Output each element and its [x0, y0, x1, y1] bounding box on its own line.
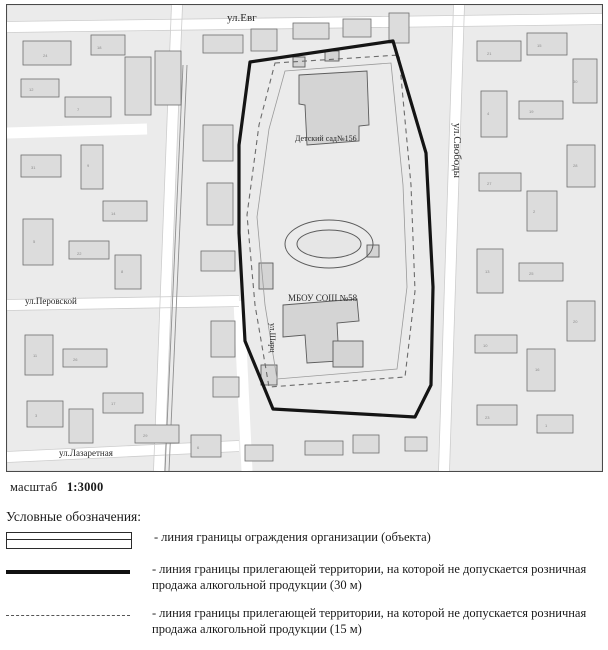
svg-text:5: 5: [33, 239, 36, 244]
map-canvas[interactable]: [6, 4, 603, 472]
solid-thick-line-swatch: [6, 564, 130, 579]
svg-text:21: 21: [487, 51, 492, 56]
svg-text:ул.Перовской: ул.Перовской: [25, 296, 77, 306]
svg-text:ул.Евг: ул.Евг: [227, 12, 257, 24]
legend-dash: -: [154, 530, 159, 544]
svg-text:28: 28: [573, 163, 578, 168]
legend-item-text: [130, 606, 602, 637]
scale-value: 1:3000: [66, 480, 104, 494]
svg-text:8: 8: [121, 269, 124, 274]
svg-text:ул.Свободы: ул.Свободы: [451, 123, 463, 178]
legend-dash: -: [152, 562, 157, 576]
svg-text:20: 20: [573, 319, 578, 324]
legend-item-label: линия границы прилегающей территории, на которой не допускается розничная продажа алкогольной продукции (30 м): [152, 562, 587, 592]
svg-text:16: 16: [535, 367, 540, 372]
fence-line-swatch: [6, 532, 132, 549]
dashed-line-swatch: [6, 608, 130, 623]
legend-item: [6, 606, 602, 637]
svg-text:ул.Шарц: ул.Шарц: [268, 323, 277, 353]
svg-text:23: 23: [485, 415, 490, 420]
svg-text:Детский сад№156: Детский сад№156: [295, 134, 357, 143]
legend-dash: -: [152, 606, 157, 620]
svg-text:29: 29: [143, 433, 148, 438]
svg-text:11: 11: [33, 353, 38, 358]
svg-text:14: 14: [111, 211, 116, 216]
svg-text:19: 19: [529, 109, 534, 114]
svg-text:9: 9: [87, 163, 90, 168]
svg-text:1: 1: [545, 423, 548, 428]
svg-text:10: 10: [483, 343, 488, 348]
legend-title: Условные обозначения:: [6, 509, 142, 524]
svg-text:18: 18: [97, 45, 102, 50]
legend: [6, 530, 602, 650]
svg-text:31: 31: [31, 165, 36, 170]
svg-text:15: 15: [537, 43, 542, 48]
legend-item-text: [132, 530, 431, 546]
svg-text:12: 12: [29, 87, 34, 92]
svg-text:4: 4: [487, 111, 490, 116]
svg-text:30: 30: [573, 79, 578, 84]
svg-text:2: 2: [533, 209, 536, 214]
svg-text:22: 22: [77, 251, 82, 256]
svg-text:ул.Лазаретная: ул.Лазаретная: [59, 448, 113, 458]
legend-item: [6, 562, 602, 593]
legend-item-label: линия границы ограждения организации (объекта): [161, 530, 431, 544]
svg-text:17: 17: [111, 401, 116, 406]
svg-text:МБОУ СОШ №58: МБОУ СОШ №58: [288, 293, 358, 303]
scale-label: масштаб: [10, 480, 58, 494]
svg-text:24: 24: [43, 53, 48, 58]
svg-text:7: 7: [77, 107, 80, 112]
svg-text:25: 25: [529, 271, 534, 276]
svg-text:3: 3: [35, 413, 38, 418]
legend-item-text: [130, 562, 602, 593]
map-graphic: [7, 5, 602, 471]
svg-text:6: 6: [197, 445, 200, 450]
legend-item-label: линия границы прилегающей территории, на которой не допускается розничная продажа алкогольной продукции (15 м): [152, 606, 587, 636]
svg-text:13: 13: [485, 269, 490, 274]
legend-item: [6, 530, 602, 549]
svg-text:26: 26: [73, 357, 78, 362]
svg-text:27: 27: [487, 181, 492, 186]
scale-row: [10, 480, 103, 495]
